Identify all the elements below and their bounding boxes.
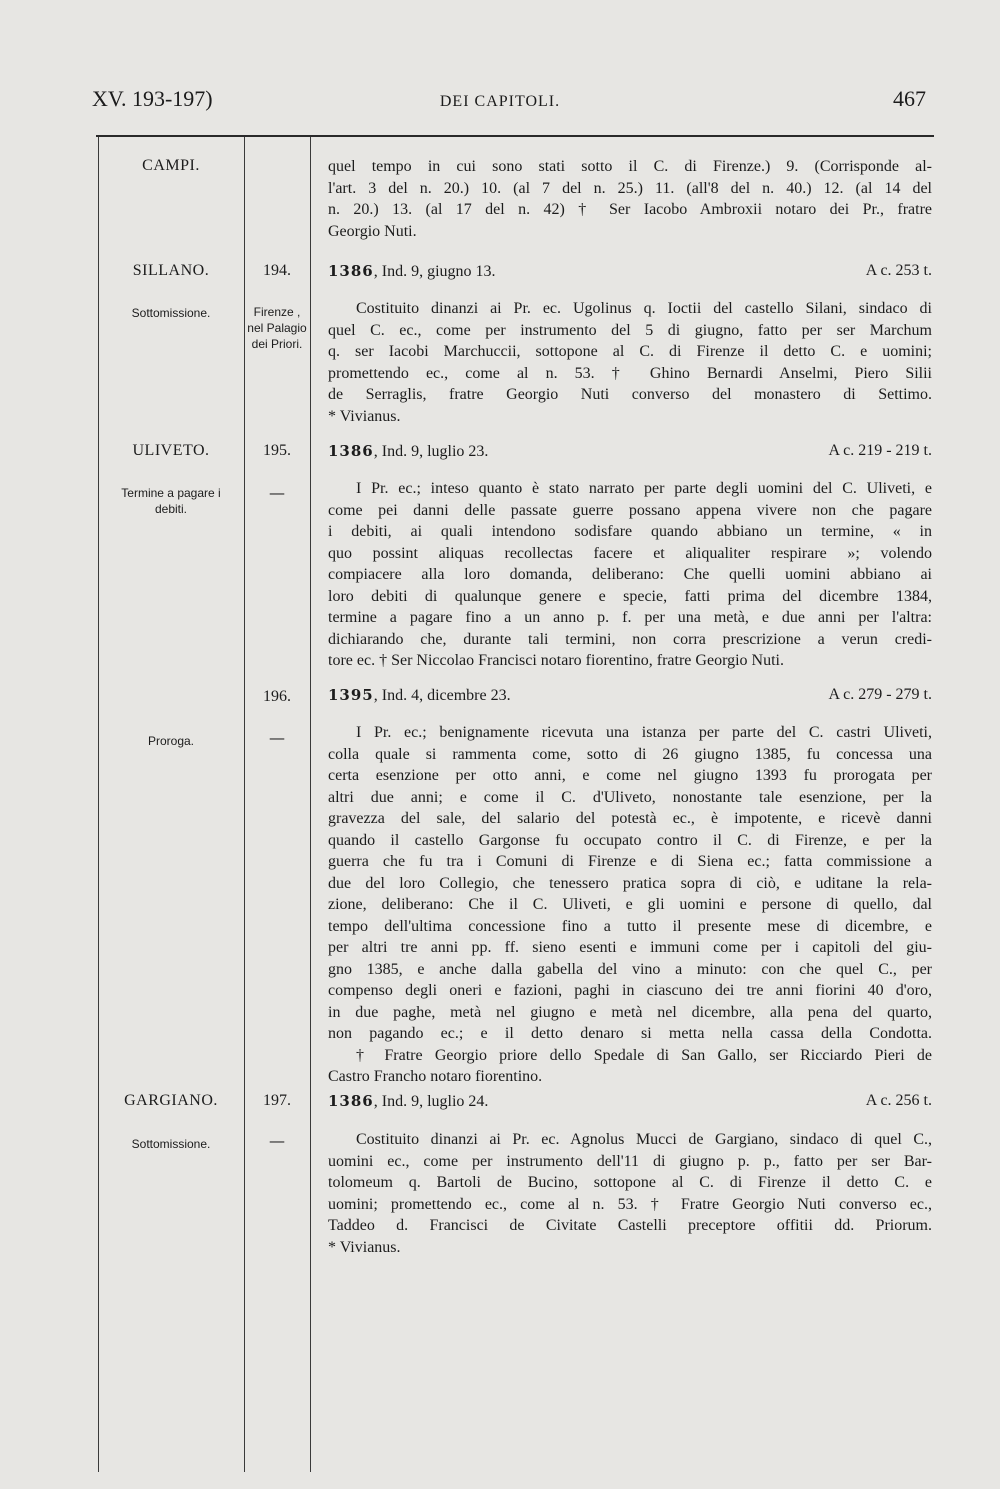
text-line: † Fratre Georgio priore dello Spedale di San Gallo, ser Ricciardo Pieri de: [356, 1046, 932, 1064]
text-line: tempo dell'ultima concessione fino a tutto il presente mese di dicembre, e: [328, 917, 932, 935]
text-line: gno 1385, e anche dalla gabella del vino a minuto: con che quel C., per: [328, 960, 932, 978]
entry-date: , Ind. 9, luglio 24.: [373, 1093, 489, 1110]
place-name: CAMPI.: [142, 157, 200, 174]
note-line: Termine a pagare i: [121, 486, 221, 500]
text-line: altri due anni; e come il C. d'Uliveto, nonostante tale esenzione, per la: [328, 788, 932, 806]
text-line: Costituito dinanzi ai Pr. ec. Ugolinus q. Ioctii del castello Silani, sindaco di: [356, 300, 932, 317]
text-line: * Vivianus.: [328, 1238, 401, 1256]
entry-reference: A c. 253 t.: [865, 262, 932, 279]
text-line: compenso degli oneri e fazioni, paghi in ciascuno dei tre anni fiorini 40 d'oro,: [328, 982, 932, 999]
text-line: certa esenzione per otto anni, e come nel giugno 1393 fu prorogata per: [328, 767, 932, 784]
text-line: uomini; promettendo ec., come al n. 53. † Fratre Georgio Nuti converso ec.,: [328, 1195, 932, 1213]
entry-year: 1386: [328, 262, 374, 280]
text-line: quel tempo in cui sono stati sotto il C. di Firenze.) 9. (Corrisponde al-: [328, 158, 932, 175]
text-line: guerra che fu tra i Comuni di Firenze e di Siena ec.; fatta commissione a: [328, 853, 932, 870]
top-rule: [96, 135, 934, 137]
place-name: ULIVETO.: [132, 442, 210, 459]
text-line: * Vivianus.: [328, 407, 401, 425]
entry-heading: [328, 262, 932, 281]
entry-year: 1386: [328, 1092, 374, 1110]
text-line: n. 20.) 13. (al 17 del n. 42) † Ser Iacobo Ambroxii notaro dei Pr., fratre: [328, 201, 932, 218]
location-line: nel Palagio: [247, 321, 307, 335]
location-dash: —: [269, 728, 285, 747]
header-title: DEI CAPITOLI.: [439, 93, 561, 110]
entry-reference: A c. 219 - 219 t.: [828, 442, 932, 459]
location-dash: —: [269, 1131, 285, 1150]
text-line: I Pr. ec.; inteso quanto è stato narrato per parte degli uomini del C. Uliveti, e: [356, 480, 932, 497]
entry-date: , Ind. 9, giugno 13.: [373, 263, 496, 280]
text-line: de Serraglis, fratre Georgio Nuti converso del monastero di Settimo.: [328, 386, 932, 403]
text-line: non pagando ec.; e il detto denaro si metta nella cassa della Condotta.: [328, 1025, 932, 1042]
location-line: Firenze ,: [253, 305, 301, 319]
text-line: compiacere alla loro domanda, deliberano: Che quelli uomini abbiano ai: [328, 566, 932, 583]
column-divider-place: [244, 137, 245, 1472]
entry-heading: [328, 686, 932, 705]
entry-year: 1395: [328, 686, 374, 704]
text-line: tore ec. † Ser Niccolao Francisci notaro fiorentino, fratre Georgio Nuti.: [328, 652, 784, 669]
entry-number: 195.: [263, 442, 291, 459]
text-line: Taddeo d. Francisci de Civitate Castelli preceptore offitii dd. Priorum.: [328, 1217, 932, 1234]
place-name: GARGIANO.: [124, 1092, 218, 1109]
text-line: i debiti, ai quali intendono sodisfare quando abbiano un termine, « in: [328, 523, 932, 540]
text-line: q. ser Iacobi Marchuccii, sottopone al C. di Firenze il detto C. e uomini;: [328, 343, 932, 360]
text-line: due del loro Collegio, che tenessero pratica sopra di ciò, e uditane la rela-: [328, 874, 932, 892]
text-line: Costituito dinanzi ai Pr. ec. Agnolus Mucci de Gargiano, sindaco di quel C.,: [356, 1131, 932, 1148]
entry-year: 1386: [328, 442, 374, 460]
text-line: tolomeum q. Bartoli de Bucino, sottopone al C. di Firenze il detto C. e: [328, 1174, 932, 1191]
text-line: uomini ec., come per instrumento dell'11 di giugno p. p., fatto per ser Bar-: [328, 1152, 932, 1170]
text-line: quo possint aliquas recollectas facere et aliqualiter respirare »; volendo: [328, 544, 932, 562]
note-line: debiti.: [154, 502, 188, 516]
text-line: termine a pagare fino a un anno p. f. per una metà, e due anni per l'altra:: [328, 609, 932, 626]
text-line: in due paghe, metà nel giugno e metà nel dicembre, alla pena del quarto,: [328, 1003, 932, 1021]
column-divider-left: [98, 137, 99, 1472]
location-line: dei Priori.: [251, 337, 303, 351]
entry-number: 194.: [263, 262, 291, 279]
entry-text: [328, 478, 932, 672]
entry-note: [100, 485, 242, 517]
place-name: SILLANO.: [132, 262, 210, 279]
text-line: quando il castello Gargonse fu occupato contro il C. di Firenze, e per la: [328, 831, 932, 849]
text-line: gravezza del sale, del salario del potestà ec., è impotente, e ricevè danni: [328, 810, 932, 827]
entry-location: [246, 304, 308, 352]
column-divider-number: [310, 137, 311, 1472]
entry-number: 196.: [263, 688, 291, 705]
text-line: promettendo ec., come al n. 53. † Ghino Bernardi Anselmi, Piero Silii: [328, 364, 932, 382]
text-line: Castro Francho notaro fiorentino.: [328, 1068, 543, 1085]
location-dash: —: [269, 483, 285, 502]
entry-note: Sottomissione.: [131, 1137, 211, 1151]
continuation-text: [328, 156, 932, 242]
page-number: 467: [893, 86, 926, 111]
entry-text: [328, 298, 932, 427]
entry-reference: A c. 279 - 279 t.: [828, 686, 932, 703]
entry-text: [328, 722, 932, 1088]
entry-number: 197.: [263, 1092, 291, 1109]
entry-reference: A c. 256 t.: [865, 1092, 932, 1109]
text-line: l'art. 3 del n. 20.) 10. (al 7 del n. 25.) 11. (all'8 del n. 40.) 12. (al 14 del: [328, 179, 932, 197]
text-line: per altri tre anni pp. ff. sieno esenti e immuni come per i capitoli del giu-: [328, 939, 932, 956]
entry-note: Sottomissione.: [131, 306, 211, 320]
entry-date: , Ind. 4, dicembre 23.: [373, 687, 511, 704]
text-line: Georgio Nuti.: [328, 222, 417, 240]
text-line: colla quale si rammenta come, sotto di 26 giugno 1385, fu concessa una: [328, 745, 932, 763]
entry-heading: [328, 1092, 932, 1111]
text-line: I Pr. ec.; benignamente ricevuta una istanza per parte del C. castri Uliveti,: [356, 724, 932, 741]
text-line: come pei danni delle passate guerre possano appena vivere non che pagare: [328, 501, 932, 519]
entry-note: Proroga.: [147, 734, 195, 748]
entry-heading: [328, 442, 932, 461]
text-line: zione, deliberano: Che il C. Uliveti, e gli uomini e persone di quello, dal: [328, 896, 932, 913]
text-line: dichiarando che, durante tali termini, non corra prescrizione a verun credi-: [328, 630, 932, 648]
header-section-range: XV. 193-197): [92, 86, 213, 111]
text-line: loro debiti di qualunque genere e specie, fatti prima del dicembre 1384,: [328, 587, 932, 605]
entry-text: [328, 1129, 932, 1258]
entry-date: , Ind. 9, luglio 23.: [373, 443, 489, 460]
text-line: quel C. ec., come per instrumento del 5 di giugno, fatto per ser Marchum: [328, 321, 932, 339]
